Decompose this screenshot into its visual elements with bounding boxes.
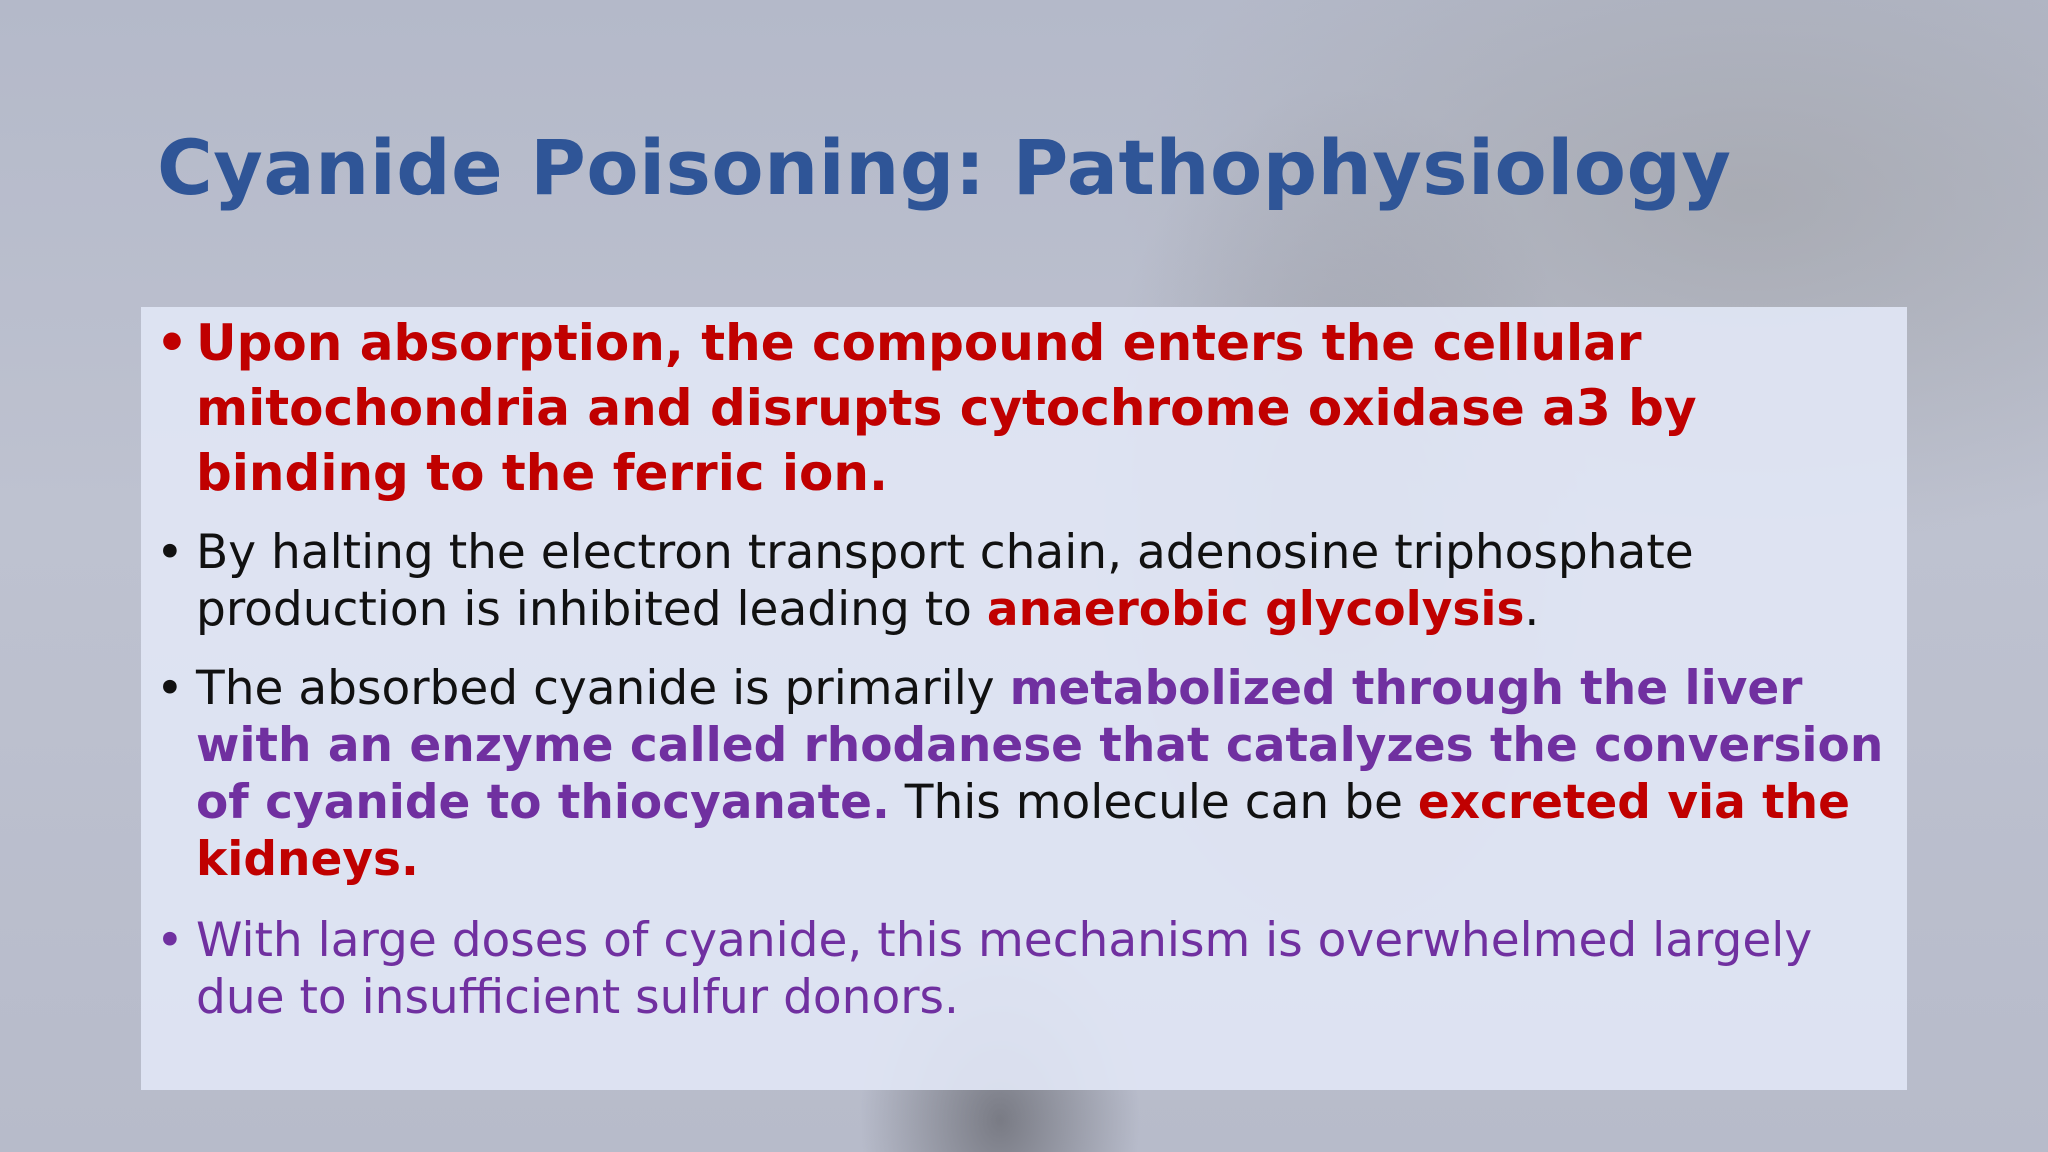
bullet-dot: •: [156, 661, 184, 716]
content-box: [141, 307, 1907, 1090]
bullet-text: With large doses of cyanide, this mechanism is overwhelmed largely due to insufficient sulfur donors.: [196, 913, 1813, 1025]
bullet-text-mid: This molecule can be: [889, 775, 1418, 830]
bullet-item-absorption: [156, 311, 1896, 506]
bullet-dot: •: [156, 525, 184, 580]
slide-title: Cyanide Poisoning: Pathophysiology: [157, 123, 1732, 212]
bullet-dot: •: [156, 913, 184, 968]
bullet-text-end: .: [1524, 582, 1540, 637]
highlight-anaerobic-glycolysis: anaerobic glycolysis: [986, 582, 1525, 637]
bullet-text: By halting the electron transport chain, adenosine triphosphate production is inhibited leading to: [196, 525, 1694, 637]
bullet-text: Upon absorption, the compound enters the cellular mitochondria and disrupts cytochrome oxidase a3 by binding to the ferric ion.: [196, 314, 1697, 502]
bullet-item-electron-transport: [156, 524, 1896, 638]
bullet-text: The absorbed cyanide is primarily: [196, 661, 1010, 716]
highlight-excreted-kidneys: excreted via the kidneys.: [196, 775, 1850, 887]
bullet-item-metabolism: [156, 660, 1896, 888]
bullet-item-large-doses: [156, 912, 1896, 1026]
highlight-rhodanese: metabolized through the liver with an enzyme called rhodanese that catalyzes the conversion of cyanide to thiocyanate.: [196, 661, 1884, 830]
bullet-list: [156, 311, 1896, 1026]
bullet-dot: •: [156, 314, 188, 372]
